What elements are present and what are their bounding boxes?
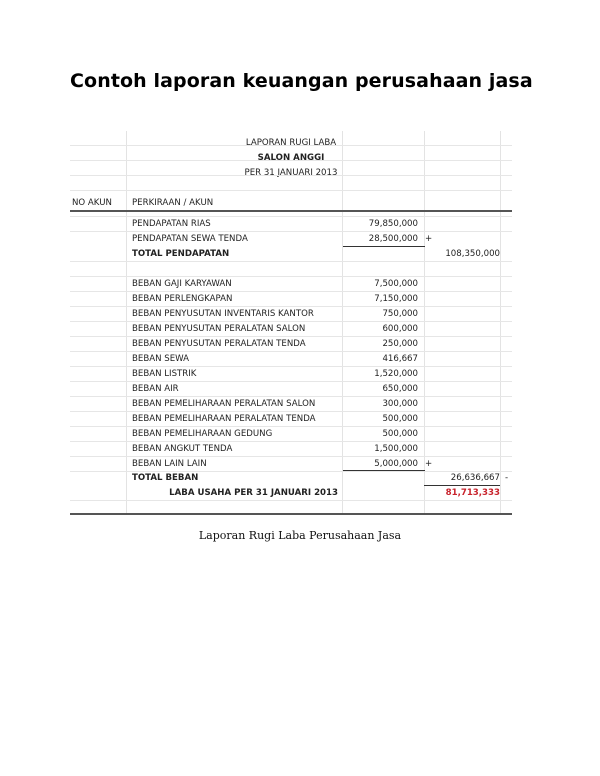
net-income-label: LABA USAHA PER 31 JANUARI 2013	[169, 488, 338, 498]
grid-line	[70, 276, 512, 277]
column-header-account: PERKIRAAN / AKUN	[132, 198, 214, 208]
expense-item-name: BEBAN PENYUSUTAN PERALATAN SALON	[132, 324, 306, 334]
sum-marker: +	[425, 234, 433, 244]
subtotal-underline	[343, 246, 425, 247]
revenue-item-amount: 79,850,000	[368, 219, 418, 229]
expense-item-name: BEBAN PERLENGKAPAN	[132, 294, 233, 304]
expense-item-amount: 416,667	[382, 354, 418, 364]
expense-item-amount: 250,000	[382, 339, 418, 349]
expense-item-amount: 5,000,000	[374, 459, 418, 469]
grid-line	[70, 145, 512, 146]
minus-marker: -	[505, 473, 509, 483]
expense-item-name: BEBAN AIR	[132, 384, 179, 394]
expense-item-name: BEBAN PENYUSUTAN INVENTARIS KANTOR	[132, 309, 314, 319]
grid-line	[70, 261, 512, 262]
expense-item-amount: 300,000	[382, 399, 418, 409]
expense-item-amount: 650,000	[382, 384, 418, 394]
total-revenue-label: TOTAL PENDAPATAN	[132, 249, 230, 259]
grid-line	[70, 231, 512, 232]
revenue-item-name: PENDAPATAN RIAS	[132, 219, 211, 229]
revenue-item-name: PENDAPATAN SEWA TENDA	[132, 234, 248, 244]
total-expense-amount: 26,636,667	[450, 473, 500, 483]
expense-item-amount: 1,520,000	[374, 369, 418, 379]
expense-item-amount: 750,000	[382, 309, 418, 319]
grid-line	[70, 426, 512, 427]
grid-line	[70, 471, 512, 472]
total-expense-label: TOTAL BEBAN	[132, 473, 199, 483]
income-statement-sheet	[70, 131, 512, 514]
grid-line	[70, 321, 512, 322]
expense-item-name: BEBAN SEWA	[132, 354, 190, 364]
grid-line	[70, 291, 512, 292]
grid-line	[70, 396, 512, 397]
grid-line	[70, 306, 512, 307]
grid-line	[70, 175, 512, 176]
sum-marker: +	[425, 459, 433, 469]
expense-item-name: BEBAN PEMELIHARAAN PERALATAN SALON	[132, 399, 316, 409]
expense-item-amount: 500,000	[382, 429, 418, 439]
expense-item-name: BEBAN GAJI KARYAWAN	[132, 279, 232, 289]
expense-item-amount: 500,000	[382, 414, 418, 424]
figure-caption: Laporan Rugi Laba Perusahaan Jasa	[198, 529, 402, 542]
grid-line	[70, 216, 512, 217]
grid-line	[70, 411, 512, 412]
grid-line	[70, 456, 512, 457]
expense-item-amount: 1,500,000	[374, 444, 418, 454]
total-revenue-amount: 108,350,000	[445, 249, 500, 259]
grid-line	[70, 336, 512, 337]
column-header-no-akun: NO AKUN	[72, 198, 112, 208]
grid-line	[70, 381, 512, 382]
revenue-item-amount: 28,500,000	[368, 234, 418, 244]
expense-item-name: BEBAN ANGKUT TENDA	[132, 444, 233, 454]
report-period: PER 31 JANUARI 2013	[244, 168, 338, 178]
header-divider	[70, 210, 512, 212]
expense-item-name: BEBAN PENYUSUTAN PERALATAN TENDA	[132, 339, 306, 349]
bottom-border	[70, 513, 512, 515]
expense-item-amount: 7,500,000	[374, 279, 418, 289]
grid-line	[70, 351, 512, 352]
net-income-amount: 81,713,333	[445, 488, 500, 498]
expense-item-amount: 600,000	[382, 324, 418, 334]
document-title: Contoh laporan keuangan perusahaan jasa	[70, 70, 533, 92]
grid-line	[70, 160, 512, 161]
expense-item-name: BEBAN PEMELIHARAAN GEDUNG	[132, 429, 273, 439]
expense-item-amount: 7,150,000	[374, 294, 418, 304]
expense-item-name: BEBAN LISTRIK	[132, 369, 197, 379]
grid-line	[70, 500, 512, 501]
grid-line	[70, 366, 512, 367]
grid-line	[70, 441, 512, 442]
expense-item-name: BEBAN LAIN LAIN	[132, 459, 207, 469]
expense-item-name: BEBAN PEMELIHARAAN PERALATAN TENDA	[132, 414, 316, 424]
report-heading: LAPORAN RUGI LABA	[245, 138, 337, 148]
company-name: SALON ANGGI	[257, 153, 325, 163]
grid-line	[70, 190, 512, 191]
